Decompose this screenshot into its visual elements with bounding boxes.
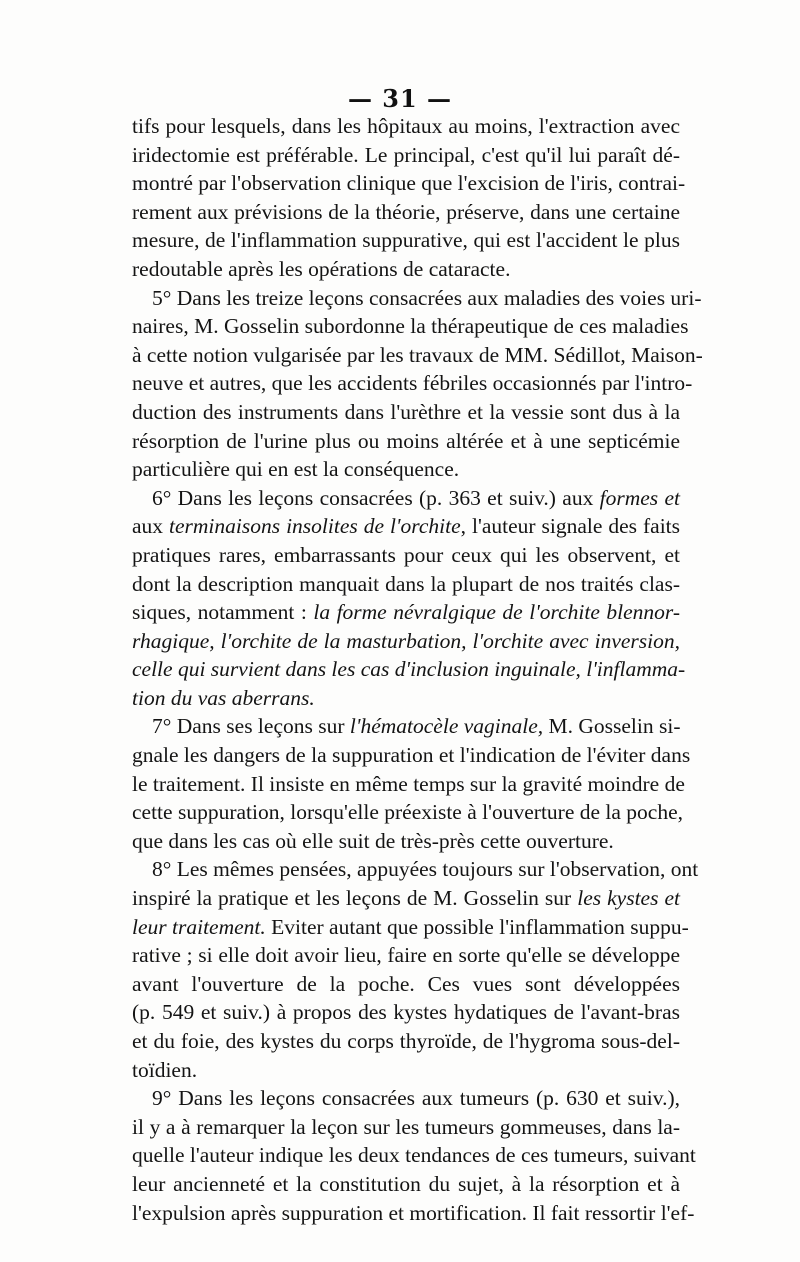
text-line — [132, 341, 703, 370]
text-line — [132, 741, 691, 770]
text-run: gnale les dangers de la suppuration et l'indication de l'éviter dans — [132, 743, 691, 768]
text-line — [132, 598, 680, 627]
text-run: siques, notamment : — [132, 600, 314, 625]
text-run: toïdien. — [132, 1057, 198, 1082]
text-line — [132, 998, 680, 1027]
text-run: neuve et autres, que les accidents fébriles occasionnés par l'intro- — [132, 371, 693, 396]
text-line — [132, 312, 689, 341]
text-line — [132, 398, 680, 427]
text-line — [132, 1199, 695, 1228]
text-run: et du foie, des kystes du corps thyroïde, de l'hygroma sous-del- — [132, 1029, 680, 1053]
text-run: le traitement. Il insiste en même temps sur la gravité moindre de — [132, 771, 685, 796]
text-line — [132, 570, 680, 599]
text-run: dont la description manquait dans la plupart de nos traités clas- — [132, 571, 680, 596]
text-run: à cette notion vulgarisée par les travaux de MM. Sédillot, Maison- — [132, 342, 703, 367]
text-line — [132, 369, 693, 398]
text-line — [132, 541, 680, 570]
text-line — [132, 112, 680, 141]
italic-text: celle qui survient dans les cas d'inclusion inguinale, l'inflamma- — [132, 657, 686, 682]
text-line — [132, 827, 680, 856]
italic-text: formes et — [599, 485, 680, 510]
text-run: M. Gosselin si- — [543, 714, 681, 739]
text-run: particulière qui en est la conséquence. — [132, 457, 460, 482]
italic-text: les kystes et — [577, 886, 680, 911]
text-line — [132, 1170, 680, 1199]
text-run: naires, M. Gosselin subordonne la thérapeutique de ces maladies — [132, 314, 689, 339]
text-line — [132, 913, 689, 942]
text-run: rative ; si elle doit avoir lieu, faire en sorte qu'elle se développe — [132, 943, 680, 968]
text-run: inspiré la pratique et les leçons de M. Gosselin sur — [132, 886, 578, 911]
italic-text: tion du vas aberrans. — [132, 685, 315, 710]
text-line — [132, 169, 686, 198]
italic-text: la forme névralgique de l'orchite blennor- — [313, 600, 681, 625]
text-run: leur ancienneté et la constitution du sujet, à la résorption et à — [132, 1171, 680, 1196]
paragraph-p-6 — [132, 484, 686, 713]
text-line — [132, 770, 685, 799]
text-line — [132, 1113, 680, 1142]
text-run: iridectomie est préférable. Le principal, c'est qu'il lui paraît dé- — [132, 142, 680, 167]
text-run: pratiques rares, embarrassants pour ceux qui les observent, et — [132, 542, 680, 567]
text-line — [132, 1027, 680, 1056]
text-line — [132, 427, 680, 456]
text-run: aux — [132, 514, 170, 539]
text-run: tifs pour lesquels, dans les hôpitaux au moins, l'extraction avec — [132, 114, 680, 138]
text-line — [132, 512, 680, 541]
text-line — [132, 798, 684, 827]
text-run: 9° Dans les leçons consacrées aux tumeurs (p. 630 et suiv.), — [152, 1086, 680, 1111]
text-run: duction des instruments dans l'urèthre et la vessie sont dus à la — [132, 399, 680, 424]
text-line — [132, 141, 680, 170]
text-line — [132, 284, 702, 313]
text-line — [132, 255, 680, 284]
text-line — [132, 712, 680, 741]
text-line — [132, 1141, 696, 1170]
italic-text: rhagique, l'orchite de la masturbation, l'orchite avec inversion, — [132, 628, 680, 653]
text-run: redoutable après les opérations de cataracte. — [132, 256, 511, 281]
text-run: résorption de l'urine plus ou moins altérée et à une septicémie — [132, 428, 680, 453]
text-run: mesure, de l'inflammation suppurative, qui est l'accident le plus — [132, 228, 680, 253]
text-run: (p. 549 et suiv.) à propos des kystes hydatiques de l'avant-bras — [132, 1000, 680, 1025]
text-line — [132, 684, 680, 713]
text-line — [132, 627, 680, 656]
text-run: 8° Les mêmes pensées, appuyées toujours sur l'observation, ont — [152, 857, 699, 882]
page-number: — 31 — — [347, 84, 453, 113]
paragraph-p-5 — [132, 284, 703, 484]
text-line — [132, 198, 680, 227]
text-line — [132, 1084, 680, 1113]
paragraph-p-9 — [132, 1084, 696, 1227]
text-run: montré par l'observation clinique que l'excision de l'iris, contrai- — [132, 171, 686, 196]
text-run: , l'auteur signale des faits — [460, 514, 681, 539]
italic-text: terminaisons insolites de l'orchite — [169, 514, 461, 539]
italic-text: l'hématocèle vaginale, — [349, 714, 544, 739]
text-line — [132, 970, 680, 999]
text-line — [132, 655, 686, 684]
text-run: il y a à remarquer la leçon sur les tumeurs gommeuses, dans la- — [132, 1114, 680, 1139]
text-run: cette suppuration, lorsqu'elle préexiste à l'ouverture de la poche, — [132, 800, 684, 825]
text-run: que dans les cas où elle suit de très-près cette ouverture. — [132, 828, 614, 853]
text-line — [132, 855, 699, 884]
text-line — [132, 884, 680, 913]
text-line — [132, 484, 680, 513]
body-text — [132, 112, 703, 1227]
text-line — [132, 226, 680, 255]
paragraph-p-continuation — [132, 112, 686, 284]
text-run: 6° Dans les leçons consacrées (p. 363 et suiv.) aux — [152, 485, 600, 510]
text-run: 5° Dans les treize leçons consacrées aux maladies des voies uri- — [152, 285, 702, 310]
text-line — [132, 455, 680, 484]
text-run: rement aux prévisions de la théorie, préserve, dans une certaine — [132, 199, 680, 224]
text-run: quelle l'auteur indique les deux tendances de ces tumeurs, suivant — [132, 1143, 696, 1168]
text-run: Eviter autant que possible l'inflammation suppu- — [265, 914, 689, 939]
text-run: 7° Dans ses leçons sur — [152, 714, 350, 739]
paragraph-p-7 — [132, 712, 691, 855]
text-run: avant l'ouverture de la poche. Ces vues sont développées — [132, 971, 680, 996]
text-run: l'expulsion après suppuration et mortification. Il fait ressortir l'ef- — [132, 1200, 695, 1225]
text-line — [132, 941, 680, 970]
text-line — [132, 1056, 680, 1085]
paragraph-p-8 — [132, 855, 699, 1084]
italic-text: leur traitement. — [132, 914, 266, 939]
